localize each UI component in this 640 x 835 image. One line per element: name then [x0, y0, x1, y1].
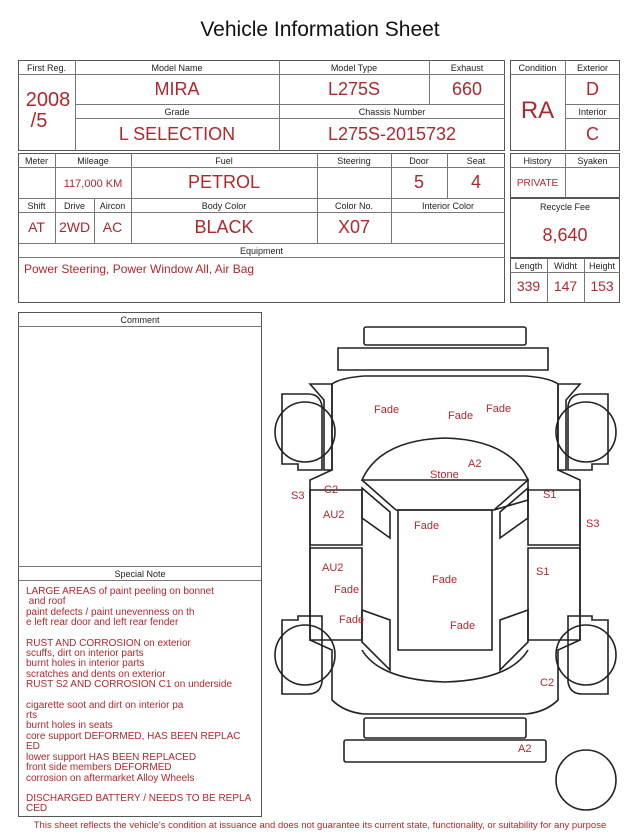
rear-panel [364, 718, 526, 738]
special-note-line: paint defects / paint unevenness on th [26, 606, 195, 618]
bonnet [338, 348, 548, 370]
front-left-fender [282, 394, 322, 470]
fuel-label: Fuel [215, 156, 233, 166]
front-right-window [500, 488, 528, 538]
special-note-line: burnt holes in seats [26, 720, 113, 732]
special-note-line: cigarette soot and dirt on interior pa [26, 699, 184, 711]
diagram-label: C2 [324, 484, 339, 496]
diagram-label: Fade [414, 520, 440, 532]
rear-right-door [528, 548, 580, 640]
width-label: Widht [553, 261, 577, 271]
diagram-label: S3 [586, 518, 600, 530]
interior-value: C [586, 124, 599, 144]
special-note-line: corrosion on aftermarket Alloy Wheels [26, 772, 195, 784]
door-label: Door [409, 156, 429, 166]
rear-bumper [344, 740, 546, 762]
special-note-line: scratches and dents on exterior [26, 668, 166, 680]
first-reg-month: /5 [30, 110, 48, 132]
comment-label: Comment [120, 315, 160, 325]
aircon-value: AC [102, 219, 123, 235]
fuel-value: PETROL [187, 172, 261, 192]
grade-label: Grade [164, 107, 190, 117]
aircon-label: Aircon [99, 201, 126, 211]
diagram-label: Fade [448, 410, 474, 422]
special-note-line: front side members DEFORMED [26, 762, 172, 774]
rear-left-window [362, 610, 390, 670]
front-left-wheel [275, 402, 335, 462]
exhaust-value: 660 [451, 79, 483, 99]
seat-label: Seat [466, 156, 486, 166]
front-right-wheel [556, 402, 616, 462]
footer-disclaimer: This sheet reflects the vehicle's condition at issuance and does not guarantee its current state, functionality, or suitability for any purpose [33, 820, 607, 831]
exhaust-label: Exhaust [450, 63, 484, 73]
chassis-value: L275S-2015732 [327, 124, 457, 144]
length-label: Length [514, 261, 543, 271]
diagram-label: Fade [339, 614, 365, 626]
body-color-value: BLACK [194, 217, 254, 237]
chassis-label: Chassis Number [358, 107, 426, 117]
special-note-line: and roof [26, 596, 66, 608]
special-note-line: scuffs, dirt on interior parts [26, 648, 144, 660]
special-note-line: burnt holes in interior parts [26, 658, 145, 670]
exterior-value: D [586, 79, 599, 99]
spare-wheel [556, 750, 616, 810]
history-value: PRIVATE [516, 178, 559, 189]
diagram-label: Fade [450, 620, 476, 632]
diagram-label: AU2 [323, 509, 345, 521]
door-value: 5 [413, 172, 424, 192]
exterior-label: Exterior [576, 63, 608, 73]
color-no-value: X07 [337, 217, 371, 237]
diagram-label: AU2 [322, 562, 344, 574]
model-name-label: Model Name [151, 63, 203, 73]
meter-label: Meter [24, 156, 48, 166]
height-label: Height [588, 261, 615, 271]
special-notes-list [26, 587, 254, 815]
equipment-label: Equipment [239, 246, 284, 256]
condition-value: RA [520, 97, 555, 124]
special-note-line: ED [26, 741, 40, 753]
model-type-value: L275S [327, 79, 381, 99]
special-note-label: Special Note [114, 569, 166, 579]
mileage-value: 117,000 KM [63, 178, 123, 190]
diagram-label: C2 [540, 677, 555, 689]
diagram-label: S3 [291, 490, 305, 502]
front-bumper [364, 327, 526, 345]
special-note-line: e left rear door and left rear fender [26, 617, 179, 629]
diagram-label: A2 [468, 458, 482, 470]
special-note-line: core support DEFORMED, HAS BEEN REPLAC [26, 730, 241, 742]
body-color-label: Body Color [201, 201, 247, 211]
diagram-label: Stone [430, 469, 459, 481]
special-note-line: CED [26, 803, 48, 815]
drive-label: Drive [63, 201, 85, 211]
mileage-label: Mileage [77, 156, 109, 166]
diagram-label: Fade [334, 584, 360, 596]
special-note-line: lower support HAS BEEN REPLACED [26, 751, 197, 763]
interior-label: Interior [578, 107, 607, 117]
recycle-fee-label: Recycle Fee [539, 202, 591, 212]
special-note-line: rts [26, 710, 38, 722]
color-no-label: Color No. [334, 201, 373, 211]
grade-value: L SELECTION [118, 124, 236, 144]
first-reg-year: 2008 [25, 89, 71, 111]
shift-value: AT [28, 219, 45, 235]
equipment-value: Power Steering, Power Window All, Air Bag [24, 262, 255, 276]
rear-left-wheel [275, 625, 335, 685]
width-value: 147 [553, 278, 578, 294]
height-value: 153 [590, 278, 614, 294]
condition-label: Condition [518, 63, 557, 73]
syaken-label: Syaken [577, 156, 608, 166]
diagram-label: Fade [486, 403, 512, 415]
model-name-value: MIRA [154, 79, 200, 99]
rear-right-wheel [556, 625, 616, 685]
front-right-fender [568, 394, 608, 470]
first-reg-label: First Reg. [26, 63, 66, 73]
steering-label: Steering [337, 156, 371, 166]
page-title: Vehicle Information Sheet [200, 18, 440, 41]
rear-right-window [500, 610, 528, 670]
interior-color-label: Interior Color [421, 201, 475, 211]
diagram-label: Fade [432, 574, 458, 586]
special-note-line: RUST S2 AND CORROSION C1 on underside [26, 679, 233, 691]
front-left-window [362, 488, 390, 538]
length-value: 339 [516, 278, 541, 294]
diagram-label: Fade [374, 404, 400, 416]
diagram-label: A2 [518, 743, 532, 755]
history-label: History [523, 156, 552, 166]
diagram-label: S1 [536, 566, 550, 578]
special-note-line: DISCHARGED BATTERY / NEEDS TO BE REPLA [26, 792, 252, 804]
shift-label: Shift [27, 201, 46, 211]
special-note-line: RUST AND CORROSION on exterior [26, 637, 191, 649]
recycle-fee-value: 8,640 [542, 225, 588, 245]
model-type-label: Model Type [330, 63, 378, 73]
diagram-label: S1 [543, 489, 557, 501]
roof [362, 480, 528, 510]
seat-value: 4 [470, 172, 481, 192]
drive-value: 2WD [58, 219, 91, 235]
special-note-line: LARGE AREAS of paint peeling on bonnet [26, 586, 214, 597]
